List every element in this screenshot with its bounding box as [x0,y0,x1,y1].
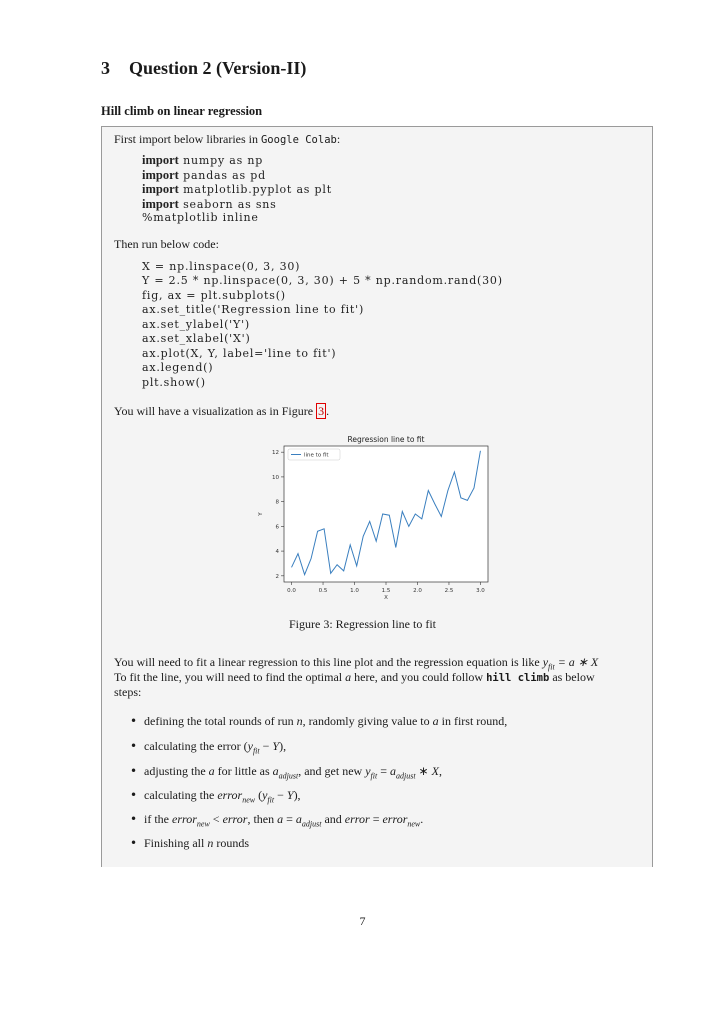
bullet-dot: • [130,739,138,753]
paragraph-line: steps: [114,685,142,699]
data-point [467,500,468,501]
code-line: ax.set_title('Regression line to fit') [142,303,365,316]
hill-climb-code: hill climb [486,672,550,684]
section-number: 3 [101,58,110,78]
data-point [435,504,436,505]
paragraph-line: To fit the line, you will need to find the optimal a here, and you could follow hill climb as below [114,670,595,684]
data-point [461,498,462,499]
legend-label: line to fit [304,452,329,459]
x-tick-label: 2.0 [413,588,422,594]
code-line: X = np.linspace(0, 3, 30) [142,260,301,273]
y-tick-label: 10 [272,474,279,481]
y-tick-label: 8 [275,499,279,506]
colab-code: Google Colab [260,134,337,146]
bullet-dot: • [130,788,138,802]
bullet-dot: • [130,812,138,826]
bullet-item: Finishing all n rounds [144,836,250,850]
data-point [415,514,416,515]
code-line: ax.plot(X, Y, label='line to fit') [142,347,337,360]
code-line: ax.legend() [142,361,214,374]
figure-caption: Figure 3: Regression line to fit [289,617,436,631]
data-point [428,490,429,491]
bullet-item: calculating the error $(y_{fit} - Y)$, [144,739,287,756]
data-point [350,545,351,546]
data-point [324,529,325,530]
data-point [422,519,423,520]
data-point [291,567,292,568]
paragraph-line: You will need to fit a linear regression to this line plot and the regression equation is like $y_{fit} = a$ ∗ X [114,655,599,672]
data-point [389,515,390,516]
x-axis-label: X [384,595,388,601]
data-point [448,490,449,491]
bullet-dot: • [130,714,138,728]
data-point [363,536,364,537]
import-line: import pandas as pd [142,168,266,182]
data-point [337,564,338,565]
y-tick-label: 12 [272,450,279,457]
data-point [454,472,455,473]
data-point [480,451,481,452]
x-tick-label: 0.0 [287,588,296,594]
data-point [356,566,357,567]
code-line: ax.set_xlabel('X') [142,332,251,345]
data-point [311,558,312,559]
data-point [376,541,377,542]
data-point [369,521,370,522]
figure-ref-link[interactable]: 3 [318,404,325,418]
chart-title: Regression line to fit [347,435,425,444]
section-heading [101,58,306,79]
import-line: %matplotlib inline [142,211,259,224]
bullet-item: defining the total rounds of run n, randomly giving value to a in first round, [144,714,508,728]
data-point [304,574,305,575]
bullet-item: adjusting the a for little as $a_{adjust}$, and get new $y_{fit} = a_{adjust}$ ∗ X, [144,764,442,781]
data-point [298,553,299,554]
data-point [330,573,331,574]
x-tick-label: 1.0 [350,588,359,594]
import-line: import seaborn as sns [142,197,277,211]
x-tick-label: 3.0 [476,588,485,594]
plot-frame [284,446,488,582]
data-point [382,514,383,515]
data-point [441,516,442,517]
x-tick-label: 0.5 [318,588,328,594]
x-tick-label: 1.5 [381,588,391,594]
figure [248,434,498,604]
page-number: 7 [359,914,366,928]
y-tick-label: 6 [275,524,279,531]
data-point [409,526,410,527]
visualization-text: You will have a visualization as in Figure 3 . [114,404,330,418]
import-line: import matplotlib.pyplot as plt [142,182,332,196]
intro-text: First import below libraries in Google Colab: [114,132,341,146]
y-tick-label: 2 [275,573,279,580]
regression-chart [248,434,498,604]
y-tick-label: 4 [275,549,279,556]
code-line: Y = 2.5 * np.linspace(0, 3, 30) + 5 * np.random.rand(30) [142,274,503,287]
bullet-item: if the error$_{new}$ < error, then $a = a_{adjust}$ and error = error$_{new}$. [144,812,424,829]
code-line: fig, ax = plt.subplots() [142,289,286,302]
bullet-item: calculating the error$_{new}$ $(y_{fit} - Y)$, [144,788,301,805]
data-point [343,571,344,572]
data-point [396,547,397,548]
y-axis-label: Y [258,512,264,516]
data-point [402,511,403,512]
code-line: ax.set_ylabel('Y') [142,318,250,331]
data-point [474,488,475,489]
then-run-text: Then run below code: [114,237,219,251]
x-tick-label: 2.5 [444,588,454,594]
code-line: plt.show() [142,376,206,389]
section-title: Question 2 (Version-II) [129,58,307,78]
bullet-dot: • [130,764,138,778]
data-point [317,531,318,532]
subsection-heading: Hill climb on linear regression [101,104,263,118]
import-line: import numpy as np [142,153,264,167]
bullet-dot: • [130,836,138,850]
